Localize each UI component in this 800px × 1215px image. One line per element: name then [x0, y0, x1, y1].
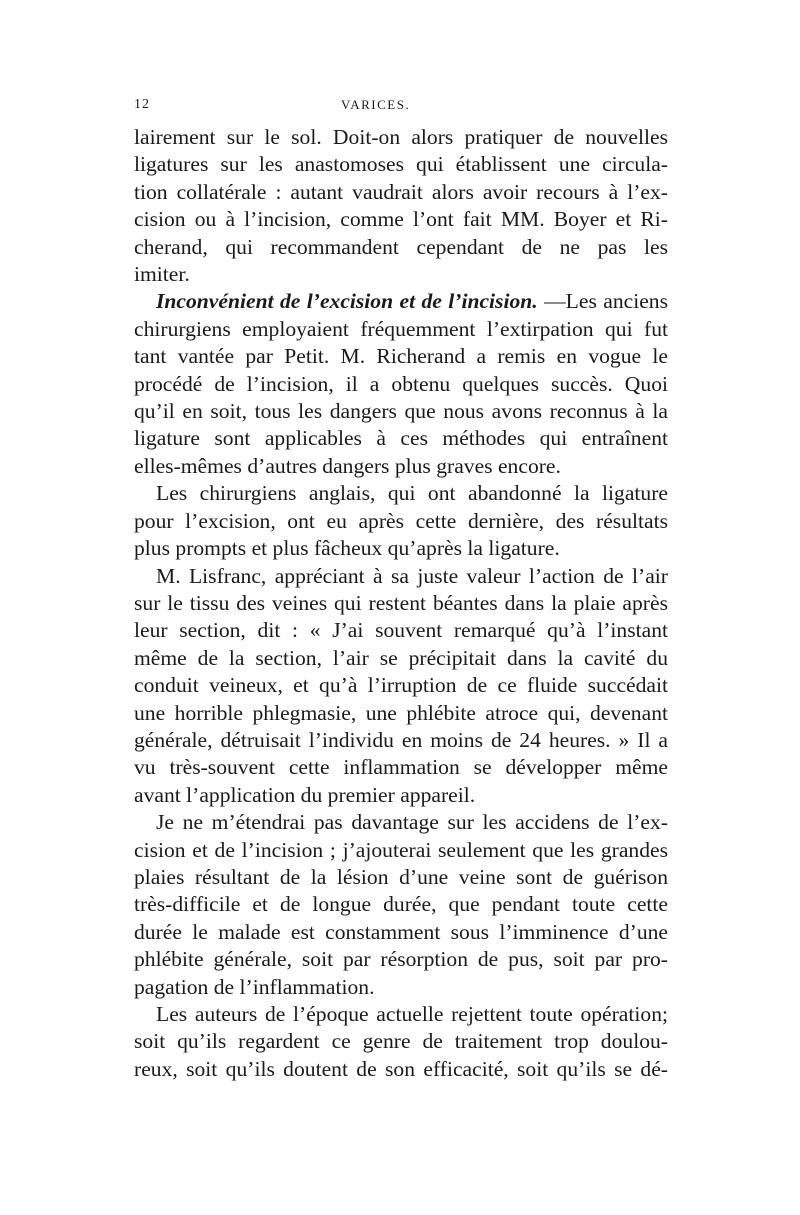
text-line: imiter.: [134, 262, 190, 287]
text-line: qu’il en soit, tous les dangers que nous avons reconnus à la: [134, 399, 668, 424]
text-line: cision et de l’incision ; j’ajouterai seulement que les grandes: [134, 837, 668, 862]
paragraph: [134, 124, 668, 288]
text-line: cherand, qui recommandent cependant de ne pas les: [134, 234, 668, 259]
paragraph: [134, 1001, 668, 1083]
section-heading: Inconvénient de l’excision et de l’incision.: [156, 289, 538, 314]
running-title: VARICES.: [341, 97, 411, 112]
text-line: avant l’application du premier appareil.: [134, 782, 476, 807]
text-line: elles-mêmes d’autres dangers plus graves encore.: [134, 453, 561, 478]
text-line: ligature sont applicables à ces méthodes qui entraînent: [134, 426, 668, 451]
text-line: M. Lisfranc, appréciant à sa juste valeur l’action de l’air: [156, 563, 668, 588]
page-header: [134, 97, 668, 119]
text-line: Les auteurs de l’époque actuelle rejettent toute opération;: [156, 1002, 668, 1026]
text-line: vu très-souvent cette inflammation se développer même: [134, 755, 668, 780]
text-line: tant vantée par Petit. M. Richerand a remis en vogue le: [134, 344, 668, 369]
line-text: —Les anciens: [537, 289, 668, 314]
text-line: plus prompts et plus fâcheux qu’après la ligature.: [134, 536, 560, 561]
text-line: phlébite générale, soit par résorption de pus, soit par pro-: [134, 947, 668, 972]
text-line: lairement sur le sol. Doit-on alors pratiquer de nouvelles: [134, 125, 668, 149]
text-line: tion collatérale : autant vaudrait alors avoir recours à l’ex-: [134, 179, 668, 204]
text-line: procédé de l’incision, il a obtenu quelques succès. Quoi: [134, 371, 668, 396]
text-line: une horrible phlegmasie, une phlébite atroce qui, devenant: [134, 700, 668, 725]
text-line: plaies résultant de la lésion d’une veine sont de guérison: [134, 864, 668, 889]
text-line: cision ou à l’incision, comme l’ont fait MM. Boyer et Ri-: [134, 207, 668, 232]
text-line: durée le malade est constamment sous l’imminence d’une: [134, 919, 668, 944]
paragraph: [134, 288, 668, 480]
page-number: 12: [134, 97, 150, 112]
text-line: conduit veineux, et qu’à l’irruption de ce fluide succédait: [134, 673, 668, 698]
text-line: chirurgiens employaient fréquemment l’extirpation qui fut: [134, 316, 668, 341]
paragraph: [134, 809, 668, 1001]
text-line: soit qu’ils regardent ce genre de traitement trop doulou-: [134, 1029, 668, 1054]
text-line: très-difficile et de longue durée, que pendant toute cette: [134, 892, 668, 917]
text-line: [134, 288, 668, 315]
text-line: Les chirurgiens anglais, qui ont abandonné la ligature: [156, 481, 668, 506]
text-line: générale, détruisait l’individu en moins de 24 heures. » Il a: [134, 727, 668, 752]
text-line: même de la section, l’air se précipitait dans la cavité du: [134, 645, 668, 670]
text-line: reux, soit qu’ils doutent de son efficacité, soit qu’ils se dé-: [134, 1056, 668, 1081]
paragraph: [134, 563, 668, 810]
text-line: pour l’excision, ont eu après cette dernière, des résultats: [134, 508, 668, 533]
text-line: Je ne m’étendrai pas davantage sur les accidens de l’ex-: [156, 810, 668, 835]
text-line: ligatures sur les anastomoses qui établissent une circula-: [134, 152, 668, 177]
body-text: [134, 124, 668, 1083]
paragraph: [134, 480, 668, 562]
text-line: leur section, dit : « J’ai souvent remarqué qu’à l’instant: [134, 618, 668, 643]
text-line: sur le tissu des veines qui restent béantes dans la plaie après: [134, 590, 668, 615]
text-line: pagation de l’inflammation.: [134, 974, 375, 999]
